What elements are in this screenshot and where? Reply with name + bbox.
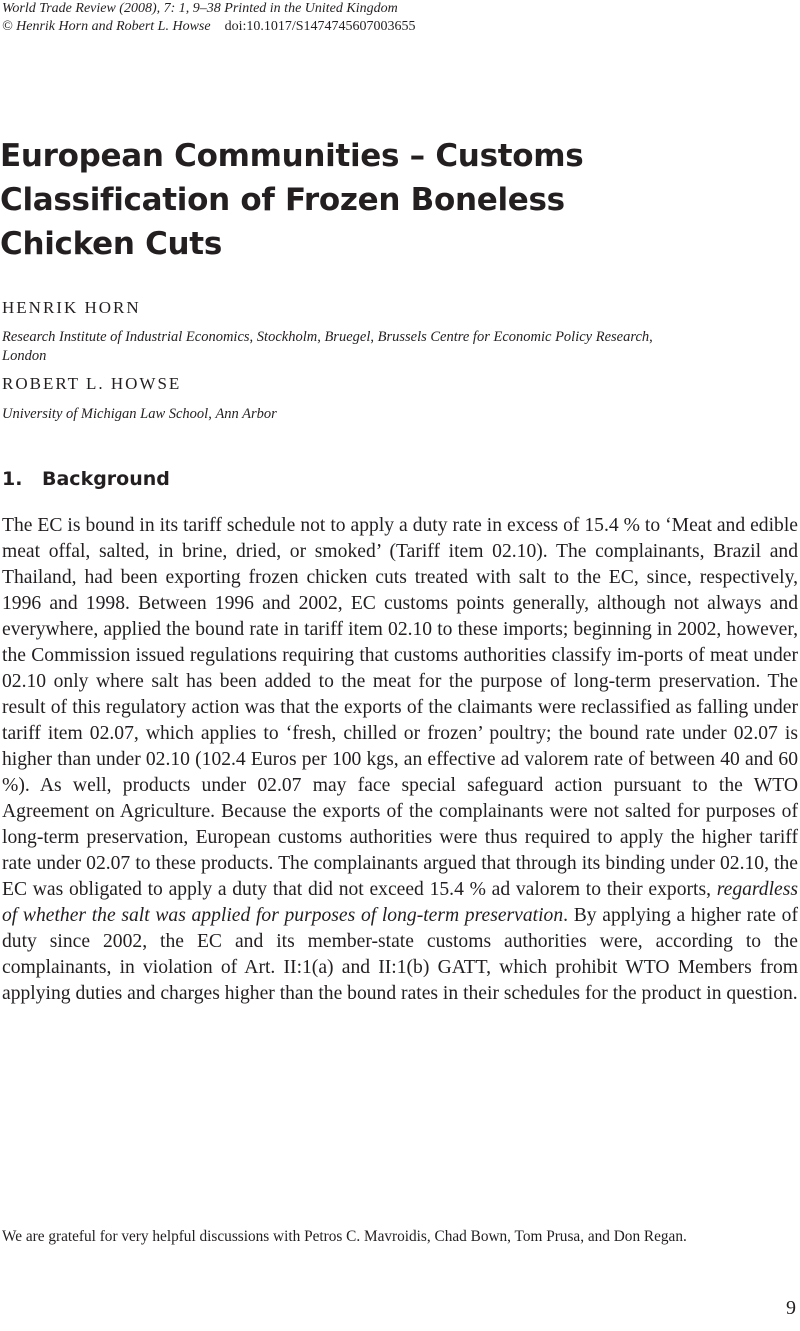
section-heading (2, 466, 170, 492)
affiliation-part: University of Michigan Law School (2, 406, 209, 422)
title-line-3: Chicken Cuts (0, 226, 222, 262)
title-line-1: European Communities – Customs (0, 138, 584, 174)
acknowledgement-footnote: We are grateful for very helpful discussions with Petros C. Mavroidis, Chad Bown, Tom Prusa, and Don Regan. (2, 1228, 687, 1245)
affiliation-part: , (649, 329, 653, 345)
body-text-emphasis: regardless of whether the salt was applied for purposes of long-term preservation (2, 879, 798, 926)
author-name-howse: ROBERT L. HOWSE (2, 374, 182, 393)
title-line-2: Classification of Frozen Boneless (0, 182, 565, 218)
affiliation-part: Bruegel (324, 329, 371, 345)
affiliation-horn (2, 328, 662, 366)
affiliation-part: Ann Arbor (215, 406, 277, 422)
affiliation-part: Brussels Centre for Economic Policy Research (377, 329, 650, 345)
doi: doi:10.1017/S1474745607003655 (224, 19, 416, 34)
copyright-holders: © Henrik Horn and Robert L. Howse (2, 19, 211, 34)
affiliation-part: , (317, 329, 325, 345)
article-title (0, 134, 780, 266)
author-name-horn: HENRIK HORN (2, 298, 141, 317)
affiliation-part: , (208, 406, 216, 422)
affiliation-part: London (2, 348, 47, 364)
copyright-line (2, 18, 416, 36)
page-number: 9 (786, 1297, 796, 1319)
affiliation-part: Stockholm (256, 329, 318, 345)
affiliation-howse (2, 405, 662, 424)
section-number: 1. (2, 468, 23, 490)
affiliation-part: , (249, 329, 257, 345)
body-paragraph (2, 513, 798, 1007)
affiliation-part: Research Institute of Industrial Economics (2, 329, 250, 345)
body-text-part-3: . By applying a higher rate of duty since 2002, the EC and its member-state customs authorities were, according to the complainants, in violation of Art. II:1(a) and II:1(b) GATT, which prohibit WTO Members from applying duties and charges higher than the bound rates in their schedules for the product in question. (2, 905, 798, 1004)
affiliation-part: , (370, 329, 378, 345)
section-title: Background (42, 468, 170, 490)
running-head: World Trade Review (2008), 7: 1, 9–38 Printed in the United Kingdom (2, 1, 398, 16)
body-text-part-1: The EC is bound in its tariff schedule not to apply a duty rate in excess of 15.4 % to ‘Meat and edible meat offal, salted, in brine, dried, or smoked’ (Tariff item 02.10). The complainants, Brazil and Thailand, had been exporting frozen chicken cuts treated with salt to the EC, since, respectively, 1996 and 1998. Between 1996 and 2002, EC customs points generally, although not always and everywhere, applied the bound rate in tariff item 02.10 to these imports; beginning in 2002, however, the Commission issued regulations requiring that customs authorities classify im-ports of meat under 02.10 only where salt has been added to the meat for the purpose of long-term preservation. The result of this regulatory action was that the exports of the claimants were reclassified as falling under tariff item 02.07, which applies to ‘fresh, chilled or frozen’ poultry; the bound rate under 02.07 is higher than under 02.10 (102.4 Euros per 100 kgs, an effective ad valorem rate of between 40 and 60 %). As well, products under 02.07 may face special safeguard action pursuant to the WTO Agreement on Agriculture. Because the exports of the complainants were not salted for purposes of long-term preservation, European customs authorities were thus required to apply the higher tariff rate under 02.07 to these products. The complainants argued that through its binding under 02.10, the EC was obligated to apply a duty that did not exceed 15.4 % ad valorem to their exports, (2, 515, 798, 900)
